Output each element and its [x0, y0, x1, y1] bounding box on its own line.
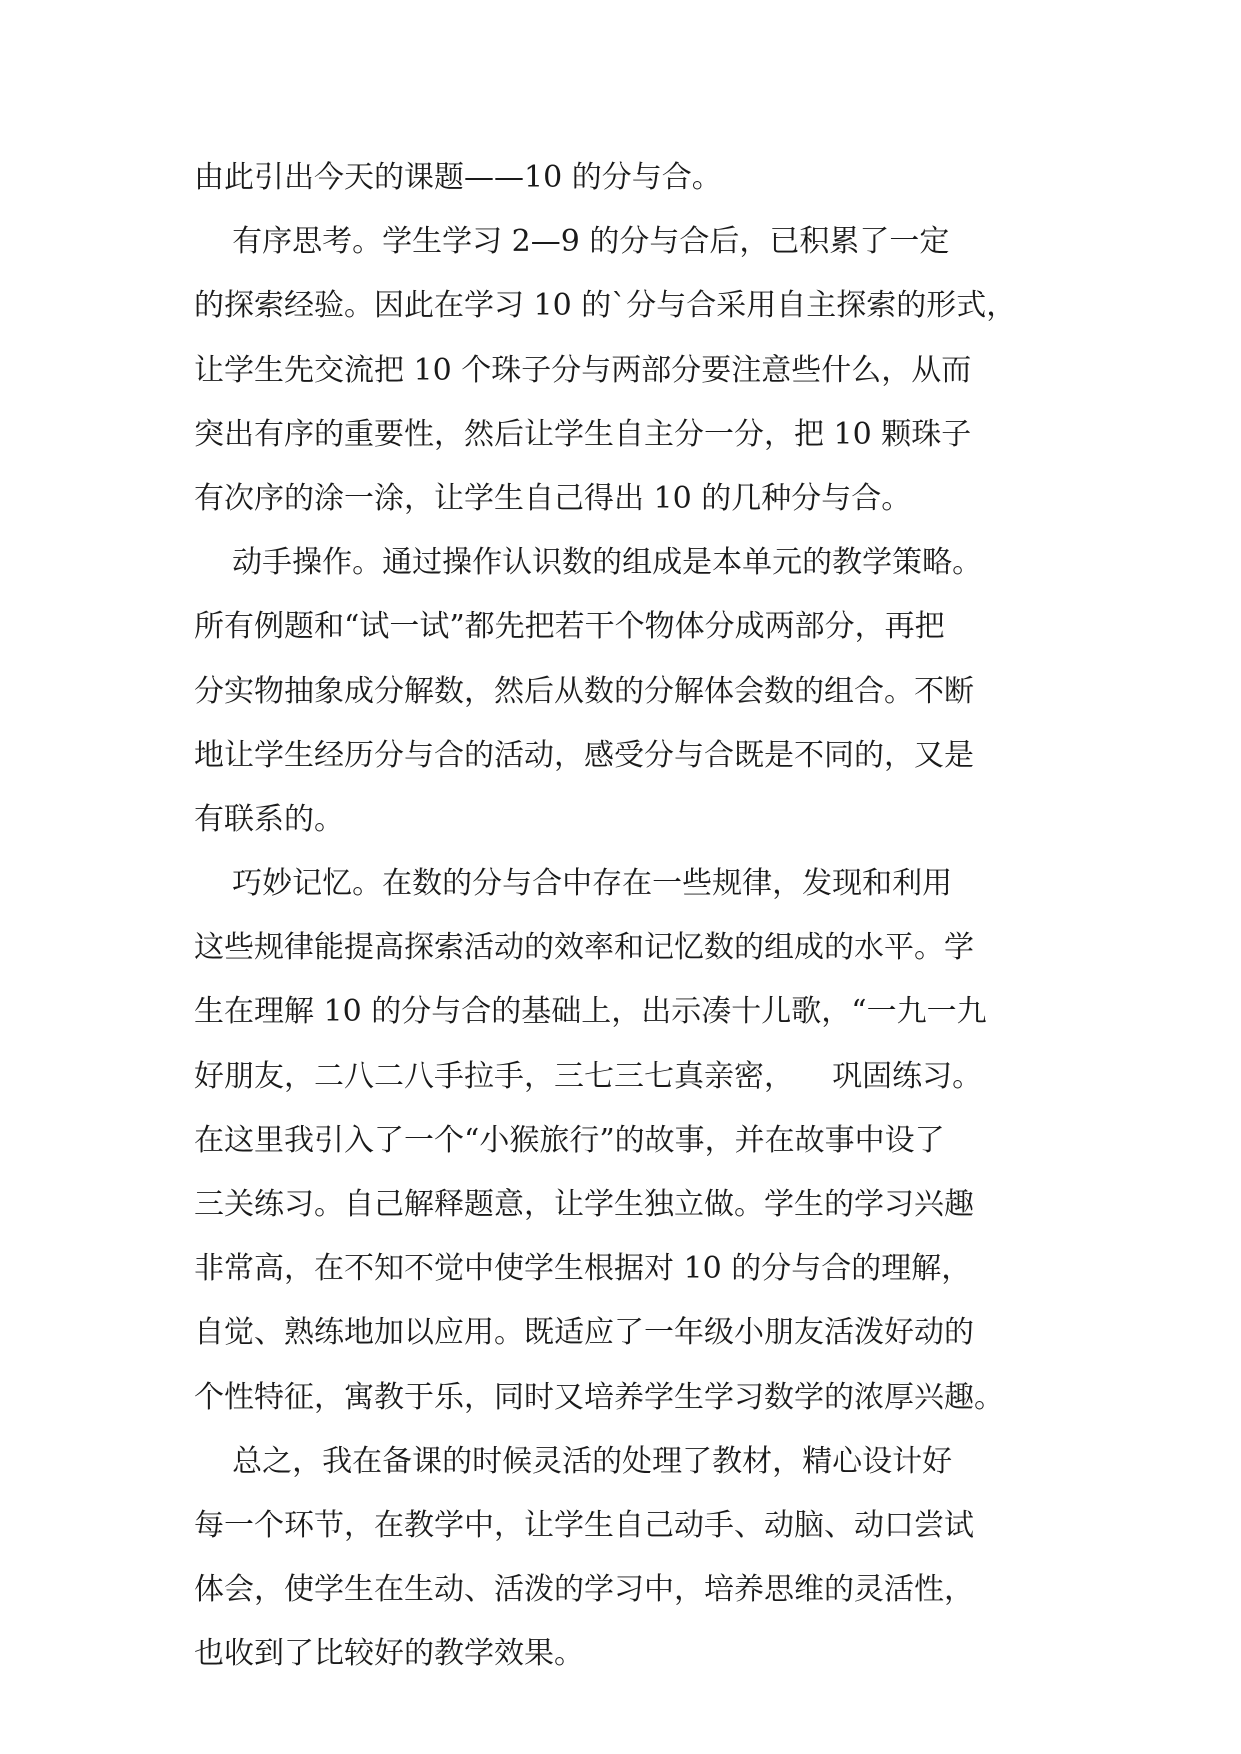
text-line: 体会，使学生在生动、活泼的学习中，培养思维的灵活性，	[194, 1572, 974, 1608]
text-line: 非常高，在不知不觉中使学生根据对 10 的分与合的理解，	[194, 1251, 972, 1287]
text-line: 分实物抽象成分解数，然后从数的分解体会数的组合。不断	[194, 673, 974, 709]
text-line: 三关练习。自己解释题意，让学生独立做。学生的学习兴趣	[194, 1187, 974, 1222]
text-line: 让学生先交流把 10 个珠子分与两部分要注意些什么，从而	[194, 352, 972, 388]
text-line: 在这里我引入了一个“小猴旅行”的故事，并在故事中设了	[194, 1122, 945, 1158]
text-line: 有次序的涂一涂，让学生自己得出 10 的几种分与合。	[194, 480, 912, 516]
text-line: 所有例题和“试一试”都先把若干个物体分成两部分，再把	[194, 609, 945, 645]
text-line: 生在理解 10 的分与合的基础上，出示凑十儿歌，“一九一九	[194, 994, 987, 1030]
text-line: 总之，我在备课的时候灵活的处理了教材，精心设计好	[194, 1443, 953, 1479]
text-line: 的探索经验。因此在学习 10 的`分与合采用自主探索的形式，	[194, 288, 1017, 324]
text-line: 由此引出今天的课题——10 的分与合。	[194, 160, 722, 195]
text-line: 每一个环节，在教学中，让学生自己动手、动脑、动口尝试	[194, 1507, 974, 1543]
document-body	[194, 158, 1074, 1699]
text-line: 也收到了比较好的教学效果。	[194, 1636, 584, 1672]
text-line: 地让学生经历分与合的活动，感受分与合既是不同的，又是	[194, 737, 974, 773]
text-line: 突出有序的重要性，然后让学生自主分一分，把 10 颗珠子	[194, 416, 972, 452]
text-line: 有联系的。	[194, 801, 344, 837]
text-line: 好朋友，二八二八手拉手，三七三七真亲密， 巩固练习。	[194, 1058, 983, 1094]
text-line: 自觉、熟练地加以应用。既适应了一年级小朋友活泼好动的	[194, 1315, 974, 1351]
text-line: 这些规律能提高探索活动的效率和记忆数的组成的水平。学	[194, 930, 974, 966]
text-line: 有序思考。学生学习 2—9 的分与合后，已积累了一定	[194, 224, 950, 260]
text-line: 个性特征，寓教于乐，同时又培养学生学习数学的浓厚兴趣。	[194, 1379, 1004, 1415]
text-line: 动手操作。通过操作认识数的组成是本单元的教学策略。	[194, 545, 983, 581]
text-line: 巧妙记忆。在数的分与合中存在一些规律，发现和利用	[194, 866, 953, 902]
